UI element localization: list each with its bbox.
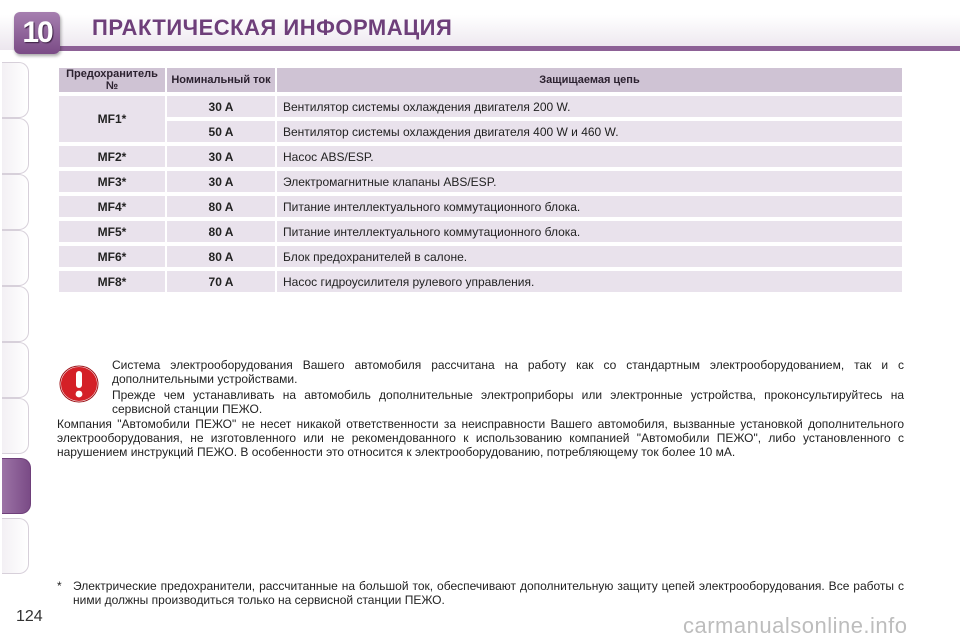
table-row [59, 221, 902, 242]
footnote-marker: * [57, 579, 62, 593]
table-row [59, 146, 902, 167]
amperage-cell: 30 A [167, 171, 275, 192]
circuit-cell: Насос гидроусилителя рулевого управления. [277, 271, 902, 292]
warning-paragraph: Система электрооборудования Вашего автомобиля рассчитана на работу как со стандартным электрооборудованием, так и с дополнительными устройствами. [112, 358, 904, 386]
page-title: ПРАКТИЧЕСКАЯ ИНФОРМАЦИЯ [92, 15, 453, 40]
fuse-cell: MF1* [59, 96, 165, 142]
circuit-cell: Электромагнитные клапаны ABS/ESP. [277, 171, 902, 192]
chapter-tab[interactable] [2, 286, 29, 342]
chapter-tab[interactable] [2, 230, 29, 286]
circuit-cell: Питание интеллектуального коммутационного блока. [277, 221, 902, 242]
amperage-cell: 80 A [167, 221, 275, 242]
chapter-tab[interactable] [2, 518, 29, 574]
fuse-cell: MF6* [59, 246, 165, 267]
chapter-tab[interactable] [2, 398, 29, 454]
circuit-cell: Питание интеллектуального коммутационного блока. [277, 196, 902, 217]
circuit-cell: Вентилятор системы охлаждения двигателя 400 W и 460 W. [277, 121, 902, 142]
warning-text [112, 358, 904, 418]
column-header-fuse: Предохранитель № [59, 68, 165, 92]
table-row [59, 96, 902, 117]
fuse-cell: MF2* [59, 146, 165, 167]
page-header [0, 0, 960, 62]
chapter-tab[interactable] [2, 342, 29, 398]
chapter-badge[interactable]: 10 [14, 12, 60, 54]
chapter-tabs [0, 62, 30, 582]
footnote [57, 579, 904, 607]
footnote-text: Электрические предохранители, рассчитанные на большой ток, обеспечивают дополнительную защиту цепей электрооборудования. Все работы с ними должны производиться только на сервисной станции ПЕЖО. [73, 579, 904, 607]
fuse-table [57, 64, 904, 296]
amperage-cell: 70 A [167, 271, 275, 292]
table-row [59, 171, 902, 192]
amperage-cell: 80 A [167, 196, 275, 217]
fuse-cell: MF8* [59, 271, 165, 292]
watermark: carmanualsonline.info [683, 613, 908, 638]
liability-paragraph: Компания "Автомобили ПЕЖО" не несет никакой ответственности за неисправности Вашего автомобиля, вызванные установкой дополнительного электрооборудования, не изготовленного или не рекомендованного к использованию компанией "Автомобили ПЕЖО", либо установленного с нарушением инструкций ПЕЖО. В особенности это относится к электрооборудованию, потребляющему ток более 10 мА. [57, 417, 904, 459]
amperage-cell: 80 A [167, 246, 275, 267]
fuse-cell: MF3* [59, 171, 165, 192]
header-stripe [58, 46, 960, 51]
fuse-cell: MF4* [59, 196, 165, 217]
amperage-cell: 50 A [167, 121, 275, 142]
table-row [59, 121, 902, 142]
table-row [59, 271, 902, 292]
table-row [59, 196, 902, 217]
column-header-circuit: Защищаемая цепь [277, 68, 902, 92]
column-header-amperage: Номинальный ток [167, 68, 275, 92]
page-number: 124 [16, 608, 43, 625]
exclamation-icon [58, 364, 100, 404]
table-row [59, 246, 902, 267]
table-header-row [59, 68, 902, 92]
circuit-cell: Блок предохранителей в салоне. [277, 246, 902, 267]
amperage-cell: 30 A [167, 96, 275, 117]
fuse-cell: MF5* [59, 221, 165, 242]
amperage-cell: 30 A [167, 146, 275, 167]
circuit-cell: Насос ABS/ESP. [277, 146, 902, 167]
warning-paragraph: Прежде чем устанавливать на автомобиль дополнительные электроприборы или электронные устройства, проконсультируйтесь на сервисной станции ПЕЖО. [112, 388, 904, 416]
circuit-cell: Вентилятор системы охлаждения двигателя 200 W. [277, 96, 902, 117]
chapter-tab[interactable] [2, 174, 29, 230]
chapter-tab[interactable] [2, 118, 29, 174]
chapter-tab[interactable] [2, 62, 29, 118]
chapter-tab-active[interactable] [2, 458, 31, 514]
